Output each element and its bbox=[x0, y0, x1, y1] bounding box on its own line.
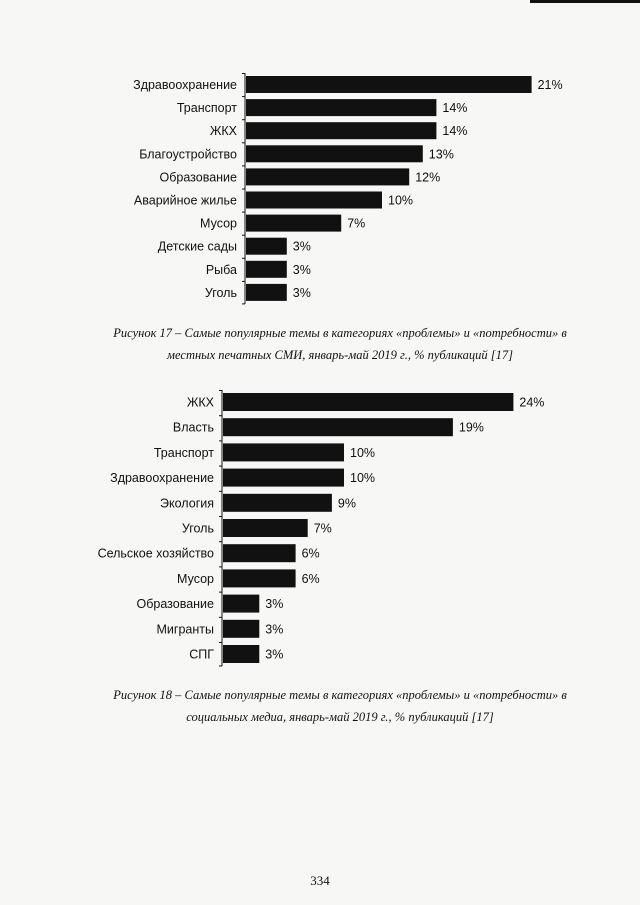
category-label: Мусор bbox=[177, 571, 214, 586]
value-label: 3% bbox=[292, 285, 311, 300]
value-label: 6% bbox=[301, 571, 320, 586]
chart-17-svg bbox=[0, 68, 640, 308]
category-label: Детские сады bbox=[157, 239, 237, 254]
category-label: Образование bbox=[159, 170, 237, 185]
figure-17-caption bbox=[60, 322, 620, 366]
value-label: 3% bbox=[292, 262, 311, 277]
value-label: 24% bbox=[519, 395, 545, 410]
category-label: Мигранты bbox=[156, 622, 214, 637]
bar bbox=[223, 494, 332, 512]
value-label: 12% bbox=[415, 170, 441, 185]
category-label: ЖКХ bbox=[186, 395, 214, 410]
category-label: СПГ bbox=[189, 647, 214, 662]
bar bbox=[246, 284, 287, 301]
value-label: 9% bbox=[337, 496, 356, 511]
header-rule bbox=[530, 0, 640, 3]
category-label: Транспорт bbox=[153, 445, 214, 460]
figure-17-caption-line1: Рисунок 17 – Самые популярные темы в категориях «проблемы» и «потребности» в bbox=[113, 326, 567, 340]
category-label: ЖКХ bbox=[209, 124, 237, 139]
figure-17-caption-line2: местных печатных СМИ, январь-май 2019 г., % публикаций [17] bbox=[167, 348, 513, 362]
bar bbox=[246, 145, 423, 162]
bar bbox=[223, 418, 453, 436]
bar bbox=[223, 620, 259, 638]
chart-figure-17 bbox=[0, 68, 640, 308]
bar bbox=[223, 595, 259, 613]
figure-18-caption-line1: Рисунок 18 – Самые популярные темы в категориях «проблемы» и «потребности» в bbox=[113, 688, 567, 702]
bar bbox=[246, 192, 382, 209]
category-label: Аварийное жилье bbox=[133, 193, 237, 208]
category-label: Рыба bbox=[205, 262, 237, 277]
category-label: Благоустройство bbox=[139, 147, 237, 162]
chart-18-svg bbox=[0, 388, 640, 670]
category-label: Экология bbox=[160, 496, 214, 511]
category-label: Власть bbox=[172, 420, 214, 435]
page-number: 334 bbox=[310, 873, 330, 888]
value-label: 7% bbox=[347, 216, 366, 231]
bar bbox=[223, 645, 259, 663]
value-label: 3% bbox=[265, 622, 284, 637]
bar bbox=[246, 168, 409, 185]
figure-18-caption bbox=[60, 684, 620, 728]
category-label: Уголь bbox=[204, 285, 237, 300]
bar bbox=[246, 238, 287, 255]
value-label: 3% bbox=[265, 597, 284, 612]
value-label: 10% bbox=[350, 471, 376, 486]
value-label: 7% bbox=[313, 521, 332, 536]
value-label: 10% bbox=[350, 445, 376, 460]
bar bbox=[223, 443, 344, 461]
value-label: 14% bbox=[442, 101, 468, 116]
bar bbox=[223, 569, 296, 587]
category-label: Здравоохранение bbox=[110, 471, 214, 486]
bar bbox=[246, 122, 436, 139]
value-label: 19% bbox=[458, 420, 484, 435]
figure-18-caption-line2: социальных медиа, январь-май 2019 г., % публикаций [17] bbox=[186, 710, 494, 724]
category-label: Уголь bbox=[181, 521, 214, 536]
bar bbox=[223, 469, 344, 487]
category-label: Здравоохранение bbox=[133, 78, 237, 92]
chart-figure-18 bbox=[0, 388, 640, 670]
category-label: Мусор bbox=[200, 216, 237, 231]
value-label: 21% bbox=[537, 78, 563, 92]
value-label: 6% bbox=[301, 546, 320, 561]
category-label: Транспорт bbox=[176, 101, 237, 116]
bar bbox=[246, 76, 532, 93]
value-label: 10% bbox=[388, 193, 414, 208]
value-label: 3% bbox=[265, 647, 284, 662]
bar bbox=[246, 261, 287, 278]
value-label: 14% bbox=[442, 124, 468, 139]
value-label: 13% bbox=[428, 147, 454, 162]
category-label: Образование bbox=[136, 597, 214, 612]
bar bbox=[223, 519, 308, 537]
bar bbox=[223, 393, 513, 411]
category-label: Сельское хозяйство bbox=[97, 546, 214, 561]
bar bbox=[246, 215, 341, 232]
bar bbox=[223, 544, 296, 562]
bar bbox=[246, 99, 436, 116]
value-label: 3% bbox=[292, 239, 311, 254]
